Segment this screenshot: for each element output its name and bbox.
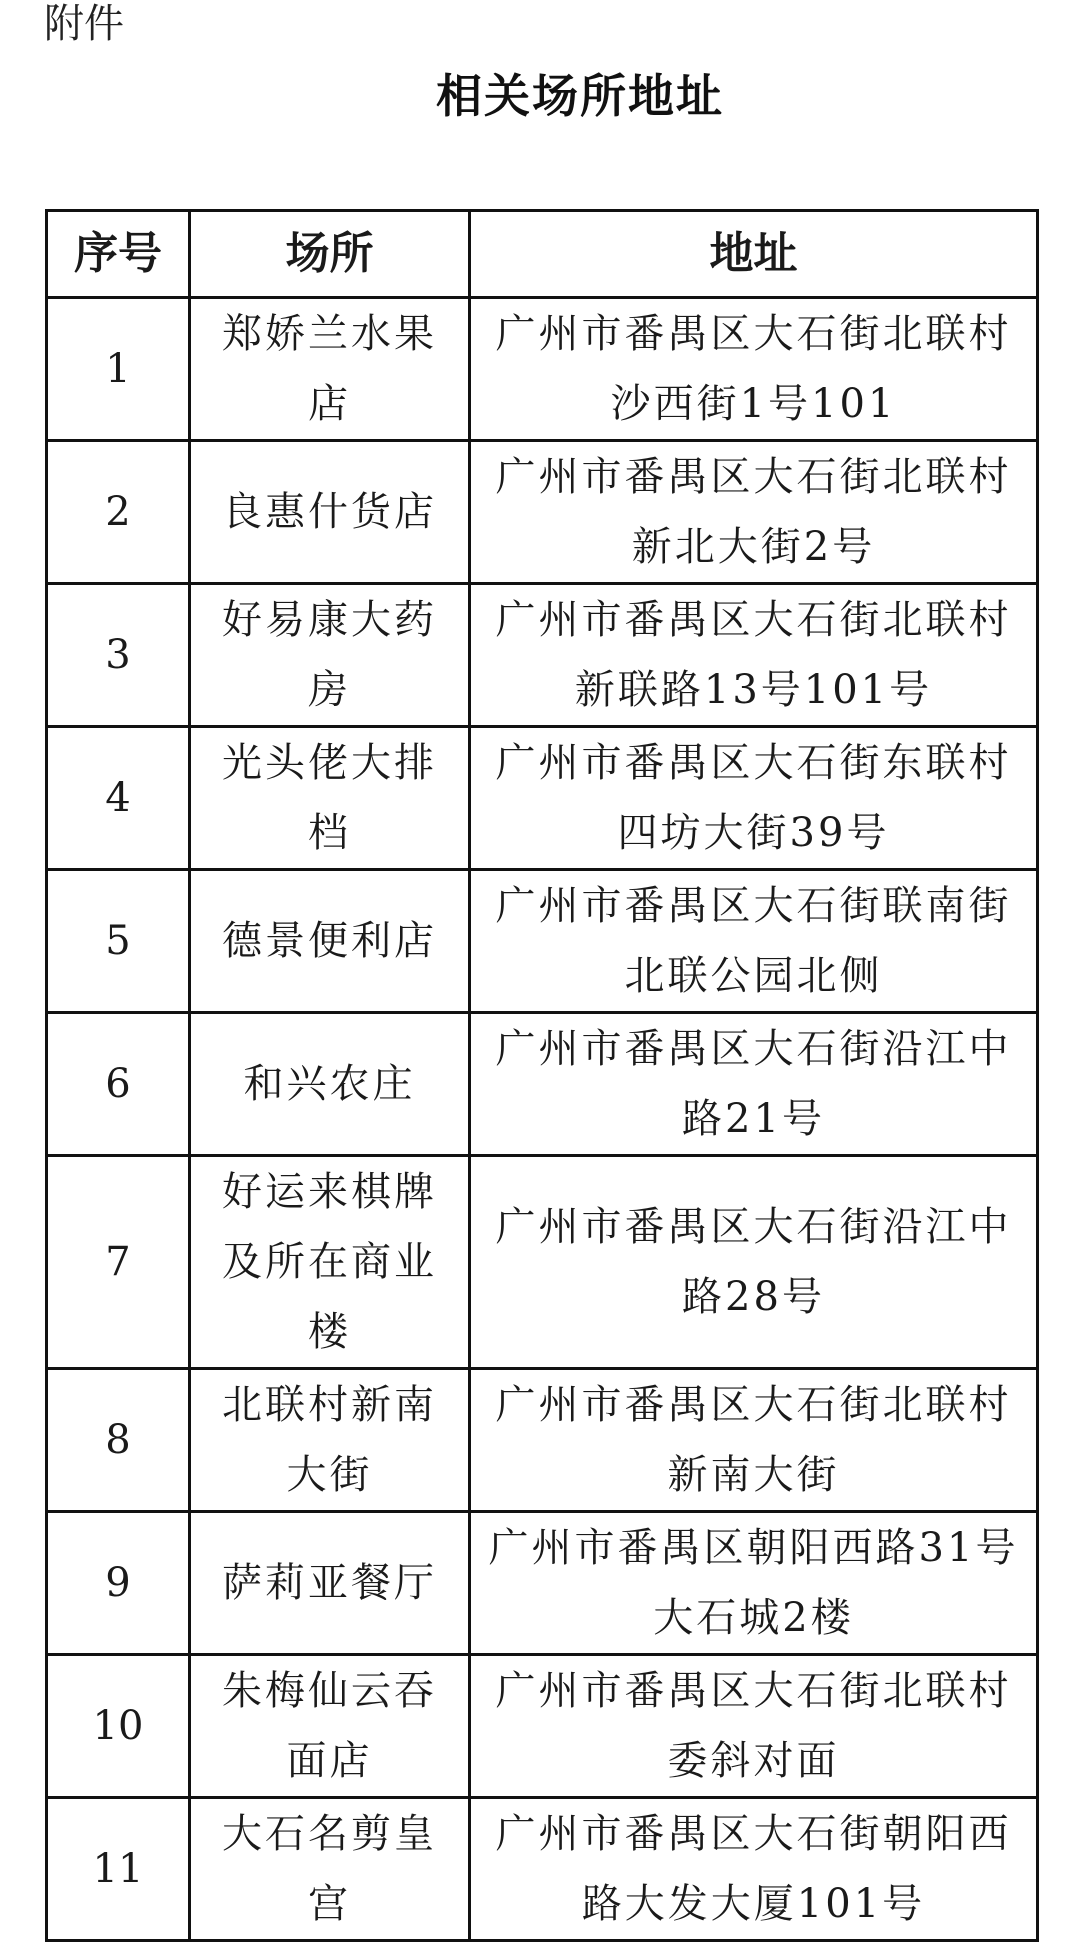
table-row <box>47 1798 1038 1941</box>
venue-name-text: 良惠什货店 <box>222 489 437 535</box>
venue-name <box>190 1156 470 1369</box>
page-title: 相关场所地址 <box>436 69 724 123</box>
venue-address <box>470 1369 1038 1512</box>
venue-address-text: 广州市番禺区大石街北联村沙西街1号101 <box>495 311 1012 427</box>
venue-name-text: 萨莉亚餐厅 <box>222 1560 437 1606</box>
venue-address-text: 广州市番禺区大石街东联村四坊大街39号 <box>495 740 1012 856</box>
row-number: 9 <box>47 1512 190 1655</box>
venue-address <box>470 584 1038 727</box>
row-number: 8 <box>47 1369 190 1512</box>
table-row <box>47 584 1038 727</box>
venue-name <box>190 1369 470 1512</box>
venue-address <box>470 1798 1038 1941</box>
venue-name <box>190 870 470 1013</box>
column-header-seq: 序号 <box>47 211 190 298</box>
venue-address <box>470 1013 1038 1156</box>
venue-name-text: 光头佬大排档 <box>222 740 437 856</box>
venue-name <box>190 1512 470 1655</box>
venue-address-text: 广州市番禺区大石街沿江中路21号 <box>495 1026 1012 1142</box>
table-header-row <box>47 211 1038 298</box>
table-row <box>47 727 1038 870</box>
table-row <box>47 1369 1038 1512</box>
table-row <box>47 1655 1038 1798</box>
venue-address-text: 广州市番禺区朝阳西路31号大石城2楼 <box>488 1525 1019 1641</box>
venue-address <box>470 1655 1038 1798</box>
venue-name-text: 郑娇兰水果店 <box>222 311 437 427</box>
column-header-address: 地址 <box>470 211 1038 298</box>
venue-address-text: 广州市番禺区大石街沿江中路28号 <box>495 1204 1012 1320</box>
venue-address <box>470 870 1038 1013</box>
attachment-label: 附件 <box>44 1 124 47</box>
row-number: 11 <box>47 1798 190 1941</box>
venue-name <box>190 298 470 441</box>
table-row <box>47 1512 1038 1655</box>
venue-address <box>470 1512 1038 1655</box>
table-row <box>47 1013 1038 1156</box>
venue-name <box>190 727 470 870</box>
row-number: 2 <box>47 441 190 584</box>
venue-name-text: 和兴农庄 <box>243 1061 416 1107</box>
venue-name-text: 好易康大药房 <box>222 597 437 713</box>
venue-name <box>190 441 470 584</box>
row-number: 3 <box>47 584 190 727</box>
venue-name <box>190 1655 470 1798</box>
venue-address-text: 广州市番禺区大石街北联村新联路13号101号 <box>495 597 1012 713</box>
row-number: 10 <box>47 1655 190 1798</box>
venue-name-text: 大石名剪皇宫 <box>222 1811 437 1927</box>
venue-name <box>190 584 470 727</box>
venue-address-text: 广州市番禺区大石街北联村新南大街 <box>495 1382 1012 1498</box>
row-number: 1 <box>47 298 190 441</box>
venue-name-text: 朱梅仙云吞面店 <box>222 1668 437 1784</box>
table-row <box>47 441 1038 584</box>
table-row <box>47 870 1038 1013</box>
venue-address <box>470 441 1038 584</box>
venue-name-text: 好运来棋牌及所在商业楼 <box>222 1169 437 1355</box>
venue-address <box>470 1156 1038 1369</box>
venue-address-text: 广州市番禺区大石街北联村新北大街2号 <box>495 454 1012 570</box>
table-row <box>47 1156 1038 1369</box>
venue-name-text: 北联村新南大街 <box>222 1382 437 1498</box>
venue-name <box>190 1013 470 1156</box>
venue-address-text: 广州市番禺区大石街朝阳西路大发大厦101号 <box>495 1811 1012 1927</box>
venue-address-text: 广州市番禺区大石街北联村委斜对面 <box>495 1668 1012 1784</box>
venue-address <box>470 727 1038 870</box>
venue-name <box>190 1798 470 1941</box>
table-row <box>47 298 1038 441</box>
row-number: 6 <box>47 1013 190 1156</box>
venue-name-text: 德景便利店 <box>222 918 437 964</box>
row-number: 4 <box>47 727 190 870</box>
row-number: 7 <box>47 1156 190 1369</box>
venue-address <box>470 298 1038 441</box>
venue-address-table <box>45 209 1039 1942</box>
column-header-venue: 场所 <box>190 211 470 298</box>
row-number: 5 <box>47 870 190 1013</box>
venue-address-text: 广州市番禺区大石街联南街北联公园北侧 <box>495 883 1012 999</box>
